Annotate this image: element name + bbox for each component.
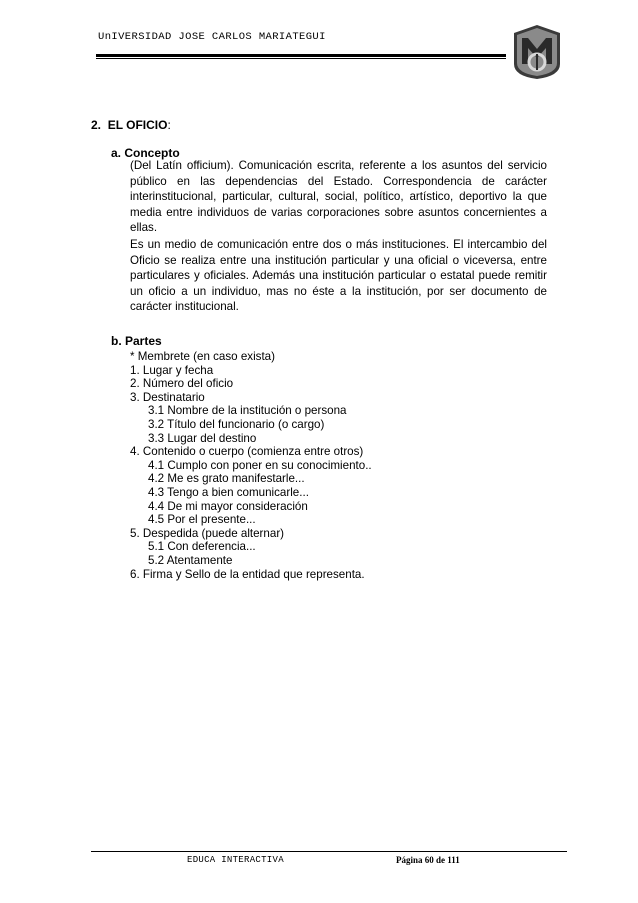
list-item: 2. Número del oficio [130,377,234,391]
header-title: UnIVERSIDAD JOSE CARLOS MARIATEGUI [98,31,326,43]
list-item: 3.3 Lugar del destino [148,431,257,445]
list-item: * Membrete (en caso exista) [130,350,275,363]
list-item: 4.3 Tengo a bien comunicarle... [148,485,309,499]
concepto-paragraph-1: (Del Latín officium). Comunicación escrita, referente a los asuntos del servicio público en las dependencias del Estado. Correspondencia de carácter interinstitucional, particular, cultural, social, político, artístico, deportivo la que media entre individuos de varias corporaciones sobre asuntos concernientes a ellas. [130,159,547,235]
list-item: 3.1 Nombre de la institución o persona [148,404,347,418]
list-item: 3. Destinatario [130,390,205,404]
footer-rule [91,851,567,852]
header-rule-thin [96,58,506,59]
section-heading [91,118,171,132]
page-number: Página 60 de 111 [396,855,460,865]
list-item: 4.1 Cumplo con poner en su conocimiento.. [148,458,372,472]
section-title: EL OFICIO [107,118,168,132]
list-item: 4.5 Por el presente... [148,513,256,527]
list-item: 3.2 Título del funcionario (o cargo) [148,417,325,431]
list-item: 4.2 Me es grato manifestarle... [148,472,305,486]
university-logo [512,24,562,80]
list-item: 4.4 De mi mayor consideración [148,499,308,513]
concepto-paragraph-2: Es un medio de comunicación entre dos o más instituciones. El intercambio del Oficio se realiza entre una institución particular y una oficial o viceversa, entre particulares y oficiales. Además una institución particular o estatal puede remitir un oficio a un individuo, mas no éste a la institución, por ser documento de carácter institucional. [130,238,547,314]
section-colon: : [167,118,171,132]
list-item: 5.1 Con deferencia... [148,540,256,554]
list-item: 5. Despedida (puede alternar) [130,526,285,540]
list-item: 5.2 Atentamente [148,553,233,567]
list-item: 1. Lugar y fecha [130,363,214,377]
partes-list [130,350,372,581]
concepto-heading: a. Concepto [111,146,180,160]
list-item: 6. Firma y Sello de la entidad que representa. [130,567,365,581]
partes-heading: b. Partes [111,334,162,348]
section-number: 2. [91,118,102,132]
footer-left-text: EDUCA INTERACTIVA [187,855,284,865]
list-item: 4. Contenido o cuerpo (comienza entre otros) [130,445,364,459]
header-rule [96,54,506,57]
